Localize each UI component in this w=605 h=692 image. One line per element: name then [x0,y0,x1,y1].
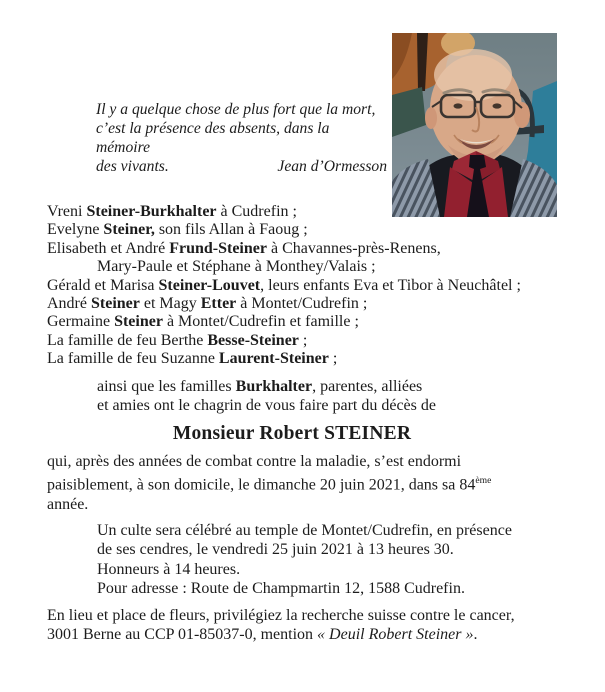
portrait-photo [392,33,557,217]
service-line-1: Un culte sera célébré au temple de Montet/Cudrefin, en présence [97,522,512,539]
donations-paragraph [47,606,515,645]
quote-line-3 [96,157,387,176]
death-line-2: paisiblement, à son domicile, le dimanche 20 juin 2021, dans sa 84ème [47,475,492,494]
quote-block [96,100,387,176]
service-line-2: de ses cendres, le vendredi 25 juin 2021 à 13 heures 30. [97,541,454,559]
family-line: Mary-Paule et Stéphane à Monthey/Valais ; [97,258,376,276]
death-paragraph [47,452,491,514]
donations-line-2: 3001 Berne au CCP 01-85037-0, mention « Deuil Robert Steiner ». [47,626,478,644]
family-line: La famille de feu Suzanne Laurent-Steiner ; [47,350,338,368]
donations-line-1: En lieu et place de fleurs, privilégiez la recherche suisse contre le cancer, [47,607,515,624]
quote-line-1: Il y a quelque chose de plus fort que la mort, [96,101,376,118]
service-line-4: Pour adresse : Route de Champmartin 12, 1588 Cudrefin. [97,579,465,597]
intro-line-1: ainsi que les familles Burkhalter, parentes, alliées [97,378,423,395]
family-line: Elisabeth et André Frund-Steiner à Chavannes-près-Renens, [47,239,441,257]
family-line: Vreni Steiner-Burkhalter à Cudrefin ; [47,203,297,220]
quote-line-2: c’est la présence des absents, dans la mémoire [96,120,330,156]
quote-author: Jean d’Ormesson [277,158,387,175]
deceased-name-title: Monsieur Robert STEINER [172,423,412,444]
family-line: La famille de feu Berthe Besse-Steiner ; [47,331,308,349]
family-list [47,203,521,369]
family-line: Germaine Steiner à Montet/Cudrefin et famille ; [47,313,359,331]
service-line-3: Honneurs à 14 heures. [97,560,241,578]
family-line: Evelyne Steiner, son fils Allan à Faoug ; [47,221,308,239]
quote-line-3-text: des vivants. [96,158,169,175]
intro-line-2: et amies ont le chagrin de vous faire part du décès de [97,397,436,414]
portrait-photo-svg [392,33,557,217]
service-details [97,521,512,598]
intro-paragraph [97,377,436,415]
family-line: André Steiner et Magy Etter à Montet/Cudrefin ; [47,295,368,313]
death-line-3: année. [47,495,89,513]
family-line: Gérald et Marisa Steiner-Louvet, leurs enfants Eva et Tibor à Neuchâtel ; [47,276,521,294]
death-line-1: qui, après des années de combat contre la maladie, s’est endormi [47,453,462,470]
